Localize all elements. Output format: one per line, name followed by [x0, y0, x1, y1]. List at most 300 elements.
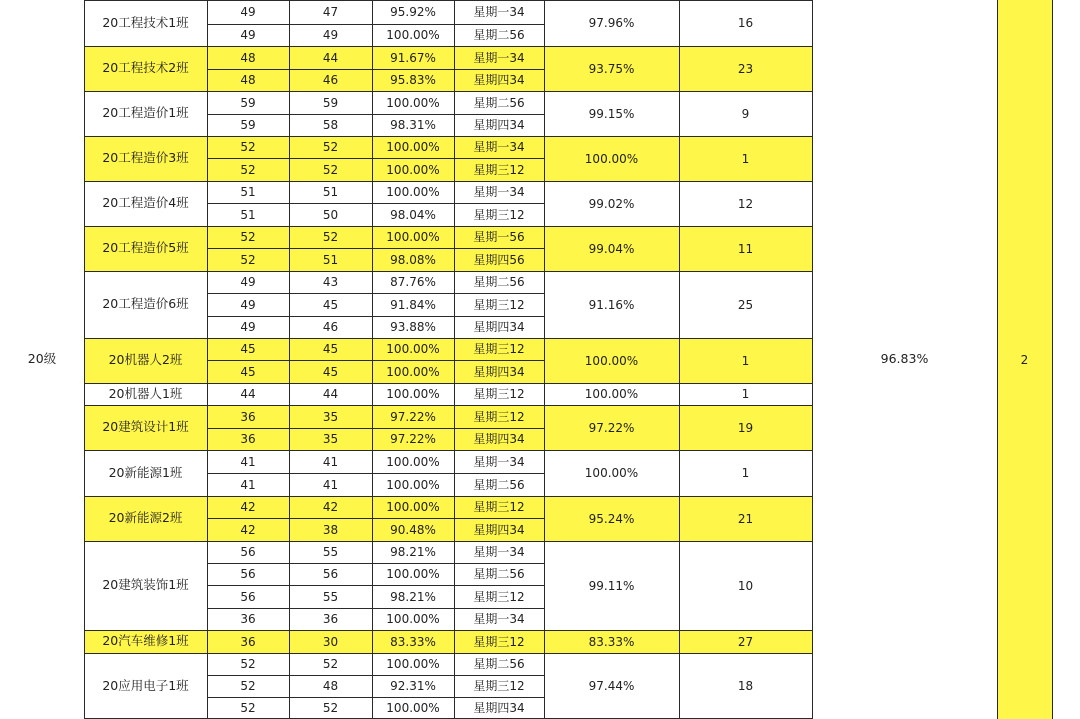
present-count: [289, 0, 372, 24]
class-rank-text: 27: [737, 634, 754, 649]
class-rank: [679, 226, 812, 271]
present-count: [289, 608, 372, 630]
class-day: [454, 675, 544, 697]
total-count-text: 49: [240, 28, 256, 42]
attendance-rate-text: 98.04%: [390, 207, 436, 222]
present-count-text: 36: [322, 612, 339, 626]
class-day: [454, 360, 544, 383]
attendance-rate: [372, 585, 454, 608]
present-count: [289, 248, 372, 271]
class-name: [84, 496, 207, 541]
attendance-rate: [372, 496, 454, 518]
present-count-text: 44: [322, 387, 339, 401]
class-day-text: 星期四34: [473, 701, 525, 715]
total-count-text: 59: [240, 95, 256, 110]
total-count: [207, 203, 289, 226]
class-day: [454, 293, 544, 316]
attendance-rate-text: 93.88%: [390, 320, 436, 334]
attendance-rate: [372, 226, 454, 248]
class-day-text: 星期一56: [473, 230, 525, 244]
class-average-rate: [544, 653, 679, 719]
class-rank-text: 9: [741, 106, 750, 121]
column-divider: [372, 0, 373, 719]
attendance-rate-text: 100.00%: [386, 454, 440, 469]
present-count-text: 35: [322, 432, 339, 446]
attendance-rate-text: 100.00%: [386, 500, 440, 514]
attendance-rate: [372, 675, 454, 697]
attendance-rate: [372, 114, 454, 136]
class-day-text: 星期三12: [473, 409, 525, 424]
class-day-text: 星期四34: [473, 432, 525, 446]
row-divider: [207, 473, 544, 474]
total-count-text: 52: [240, 679, 256, 693]
class-average-rate-text: 99.04%: [588, 241, 635, 256]
class-day-text: 星期一34: [473, 140, 525, 154]
class-name: [84, 136, 207, 181]
attendance-rate-text: 100.00%: [386, 185, 440, 199]
row-divider: [84, 46, 812, 47]
present-count-text: 55: [322, 589, 339, 604]
class-day-text: 星期一34: [473, 50, 525, 65]
class-name-text: 20建筑装饰1班: [102, 577, 189, 593]
present-count-text: 44: [322, 50, 339, 65]
class-day-text: 星期四34: [473, 522, 525, 537]
class-day: [454, 541, 544, 563]
total-count: [207, 338, 289, 360]
attendance-rate: [372, 608, 454, 630]
total-count: [207, 181, 289, 203]
class-rank: [679, 405, 812, 450]
total-count: [207, 653, 289, 675]
row-divider: [207, 203, 544, 204]
class-day-text: 星期二56: [473, 95, 525, 110]
class-rank: [679, 91, 812, 136]
total-count-text: 52: [240, 140, 256, 154]
row-divider: [207, 675, 544, 676]
attendance-rate-text: 98.21%: [390, 589, 436, 604]
class-day: [454, 450, 544, 473]
class-day-text: 星期一34: [473, 454, 525, 469]
class-day-text: 星期三12: [473, 342, 525, 356]
present-count: [289, 114, 372, 136]
class-rank-text: 10: [737, 578, 754, 593]
column-divider: [454, 0, 455, 719]
attendance-rate: [372, 91, 454, 114]
class-day-text: 星期三12: [473, 589, 525, 604]
attendance-rate-text: 100.00%: [386, 612, 440, 626]
class-day: [454, 136, 544, 158]
attendance-rate: [372, 338, 454, 360]
present-count: [289, 136, 372, 158]
total-count: [207, 428, 289, 450]
present-count-text: 59: [322, 95, 339, 110]
class-average-rate-text: 100.00%: [584, 466, 639, 480]
row-divider: [84, 271, 812, 272]
attendance-rate: [372, 203, 454, 226]
present-count-text: 52: [322, 701, 339, 715]
attendance-rate: [372, 518, 454, 541]
class-average-rate-text: 100.00%: [584, 387, 639, 401]
class-rank: [679, 271, 812, 338]
column-divider: [207, 0, 208, 719]
class-day-text: 星期二56: [473, 657, 525, 671]
total-count-text: 56: [240, 545, 256, 559]
class-name: [84, 338, 207, 383]
class-day: [454, 114, 544, 136]
attendance-rate: [372, 136, 454, 158]
total-count: [207, 608, 289, 630]
row-divider: [84, 383, 812, 384]
present-count: [289, 697, 372, 719]
present-count-text: 41: [322, 454, 339, 469]
class-rank-text: 1: [741, 387, 750, 401]
class-name: [84, 46, 207, 91]
present-count-text: 52: [322, 140, 339, 154]
total-count-text: 36: [240, 612, 256, 626]
attendance-rate-text: 97.22%: [390, 409, 436, 424]
total-count: [207, 541, 289, 563]
attendance-rate-text: 91.67%: [390, 50, 436, 65]
row-divider: [207, 697, 544, 698]
class-rank-text: 12: [737, 196, 754, 211]
total-count-text: 52: [240, 162, 256, 177]
class-day: [454, 630, 544, 653]
column-divider: [1052, 0, 1053, 719]
class-average-rate: [544, 0, 679, 46]
row-divider: [207, 69, 544, 70]
present-count-text: 38: [322, 522, 339, 537]
class-day-text: 星期二56: [473, 477, 525, 492]
total-count: [207, 316, 289, 338]
attendance-rate-text: 100.00%: [386, 162, 440, 177]
total-count-text: 45: [240, 342, 256, 356]
class-average-rate-text: 100.00%: [584, 353, 639, 368]
total-count-text: 42: [240, 500, 256, 514]
row-divider: [84, 653, 812, 654]
row-divider: [207, 158, 544, 159]
class-day-text: 星期三12: [473, 679, 525, 693]
attendance-rate: [372, 46, 454, 69]
class-day-text: 星期二56: [473, 567, 525, 581]
total-count: [207, 271, 289, 293]
grade-rate: 96.83%: [880, 351, 929, 367]
present-count-text: 45: [322, 297, 339, 312]
grade-label: 20级: [27, 351, 57, 367]
total-count-text: 52: [240, 657, 256, 671]
attendance-rate: [372, 271, 454, 293]
class-average-rate-text: 99.11%: [588, 578, 635, 593]
present-count: [289, 360, 372, 383]
attendance-rate: [372, 69, 454, 91]
attendance-rate: [372, 158, 454, 181]
class-rank-text: 19: [737, 420, 754, 435]
class-day: [454, 338, 544, 360]
attendance-rate: [372, 563, 454, 585]
total-count: [207, 158, 289, 181]
class-day: [454, 248, 544, 271]
class-day-text: 星期二56: [473, 275, 525, 289]
class-name: [84, 450, 207, 496]
present-count: [289, 450, 372, 473]
row-divider: [207, 24, 544, 25]
class-name: [84, 271, 207, 338]
row-divider: [84, 136, 812, 137]
total-count-text: 49: [240, 275, 256, 289]
class-name-text: 20工程技术1班: [102, 14, 189, 30]
class-day: [454, 383, 544, 405]
class-rank-text: 1: [741, 353, 750, 368]
present-count-text: 51: [322, 185, 339, 199]
total-count-text: 48: [240, 73, 256, 87]
class-day-text: 星期一34: [473, 5, 525, 19]
total-count-text: 36: [240, 634, 256, 649]
class-day: [454, 405, 544, 428]
row-divider: [207, 518, 544, 519]
class-day: [454, 203, 544, 226]
total-count-text: 56: [240, 589, 256, 604]
present-count-text: 30: [322, 634, 339, 649]
class-name: [84, 630, 207, 653]
total-count: [207, 226, 289, 248]
attendance-rate-text: 95.92%: [390, 5, 436, 19]
row-divider: [84, 630, 812, 631]
class-day-text: 星期四56: [473, 252, 525, 267]
present-count: [289, 630, 372, 653]
total-count: [207, 518, 289, 541]
class-day: [454, 24, 544, 46]
present-count: [289, 585, 372, 608]
class-average-rate-text: 97.44%: [588, 679, 635, 693]
row-divider: [84, 450, 812, 451]
class-day-text: 星期三12: [473, 500, 525, 514]
class-name: [84, 0, 207, 46]
class-name: [84, 181, 207, 226]
class-day-text: 星期三12: [473, 297, 525, 312]
class-average-rate: [544, 136, 679, 181]
total-count: [207, 697, 289, 719]
row-divider: [84, 496, 812, 497]
present-count-text: 56: [322, 567, 339, 581]
class-day-text: 星期一34: [473, 185, 525, 199]
class-rank: [679, 450, 812, 496]
present-count-text: 49: [322, 28, 339, 42]
present-count: [289, 338, 372, 360]
present-count-text: 52: [322, 162, 339, 177]
attendance-rate-text: 90.48%: [390, 522, 436, 537]
class-name-text: 20工程造价4班: [102, 195, 189, 211]
total-count: [207, 473, 289, 496]
attendance-rate-text: 100.00%: [386, 477, 440, 492]
attendance-rate-text: 91.84%: [390, 297, 436, 312]
class-name-text: 20工程技术2班: [102, 60, 189, 76]
class-rank: [679, 136, 812, 181]
total-count: [207, 630, 289, 653]
present-count: [289, 473, 372, 496]
present-count-text: 43: [322, 275, 339, 289]
class-day-text: 星期一34: [473, 545, 525, 559]
total-count-text: 42: [240, 522, 256, 537]
class-day-text: 星期三12: [473, 387, 525, 401]
class-average-rate: [544, 383, 679, 405]
total-count-text: 36: [240, 409, 256, 424]
class-average-rate: [544, 46, 679, 91]
present-count: [289, 428, 372, 450]
total-count: [207, 675, 289, 697]
total-count-text: 52: [240, 252, 256, 267]
class-day-text: 星期三12: [473, 207, 525, 222]
class-average-rate: [544, 271, 679, 338]
attendance-rate-text: 100.00%: [386, 387, 440, 401]
attendance-rate-text: 100.00%: [386, 701, 440, 715]
total-count: [207, 293, 289, 316]
total-count-text: 52: [240, 230, 256, 244]
total-count-text: 49: [240, 5, 256, 19]
total-count-text: 49: [240, 320, 256, 334]
total-count: [207, 136, 289, 158]
class-average-rate-text: 97.22%: [588, 420, 635, 435]
class-day-text: 星期三12: [473, 162, 525, 177]
class-rank-text: 25: [737, 297, 754, 312]
present-count: [289, 181, 372, 203]
row-divider: [207, 248, 544, 249]
present-count-text: 55: [322, 545, 339, 559]
class-rank: [679, 653, 812, 719]
class-name-text: 20工程造价5班: [102, 240, 189, 256]
attendance-rate: [372, 248, 454, 271]
present-count-text: 51: [322, 252, 339, 267]
class-rank: [679, 181, 812, 226]
present-count: [289, 271, 372, 293]
class-rank: [679, 496, 812, 541]
row-divider: [207, 563, 544, 564]
attendance-rate-text: 100.00%: [386, 657, 440, 671]
total-count-text: 51: [240, 207, 256, 222]
class-day: [454, 0, 544, 24]
class-name: [84, 541, 207, 630]
class-rank: [679, 383, 812, 405]
attendance-rate-text: 98.31%: [390, 118, 436, 132]
row-divider: [207, 293, 544, 294]
present-count: [289, 158, 372, 181]
class-average-rate-text: 99.02%: [588, 196, 635, 211]
column-divider: [84, 0, 85, 719]
total-count-text: 41: [240, 454, 256, 469]
present-count-text: 47: [322, 5, 339, 19]
total-count: [207, 69, 289, 91]
class-name: [84, 653, 207, 719]
total-count: [207, 248, 289, 271]
class-day: [454, 608, 544, 630]
present-count-text: 52: [322, 230, 339, 244]
present-count-text: 50: [322, 207, 339, 222]
column-divider: [544, 0, 545, 719]
class-day: [454, 697, 544, 719]
total-count: [207, 24, 289, 46]
present-count: [289, 405, 372, 428]
row-divider: [207, 608, 544, 609]
grade-cell: [0, 0, 84, 719]
attendance-rate: [372, 405, 454, 428]
total-count-text: 36: [240, 432, 256, 446]
class-average-rate: [544, 91, 679, 136]
present-count: [289, 46, 372, 69]
row-divider: [84, 91, 812, 92]
present-count-text: 45: [322, 342, 339, 356]
total-count-text: 48: [240, 50, 256, 65]
class-name-text: 20工程造价3班: [102, 150, 189, 166]
class-name-text: 20应用电子1班: [102, 677, 189, 693]
class-day: [454, 496, 544, 518]
class-name-text: 20机器人2班: [108, 352, 183, 368]
row-divider: [207, 114, 544, 115]
attendance-rate-text: 100.00%: [386, 95, 440, 110]
class-average-rate: [544, 630, 679, 653]
class-rank: [679, 0, 812, 46]
present-count-text: 46: [322, 320, 339, 334]
present-count-text: 35: [322, 409, 339, 424]
class-day-text: 星期四34: [473, 73, 525, 87]
class-day: [454, 473, 544, 496]
class-day-text: 星期二56: [473, 28, 525, 42]
attendance-rate: [372, 0, 454, 24]
present-count-text: 58: [322, 118, 339, 132]
attendance-rate-text: 100.00%: [386, 230, 440, 244]
row-divider: [84, 541, 812, 542]
row-divider: [207, 585, 544, 586]
present-count-text: 46: [322, 73, 339, 87]
class-day: [454, 226, 544, 248]
total-count: [207, 114, 289, 136]
class-name-text: 20新能源2班: [108, 510, 183, 526]
total-count: [207, 450, 289, 473]
attendance-rate: [372, 473, 454, 496]
class-name-text: 20汽车维修1班: [102, 633, 189, 649]
column-divider: [812, 0, 813, 719]
class-average-rate-text: 99.15%: [588, 106, 635, 121]
attendance-rate-text: 100.00%: [386, 364, 440, 379]
total-count: [207, 496, 289, 518]
attendance-rate-text: 83.33%: [390, 634, 436, 649]
total-count: [207, 91, 289, 114]
class-name: [84, 405, 207, 450]
row-divider: [84, 338, 812, 339]
class-day: [454, 428, 544, 450]
attendance-rate-text: 100.00%: [386, 342, 440, 356]
attendance-rate-text: 97.22%: [390, 432, 436, 446]
column-divider: [679, 0, 680, 719]
present-count: [289, 91, 372, 114]
class-day-text: 星期一34: [473, 612, 525, 626]
attendance-rate: [372, 450, 454, 473]
class-day: [454, 69, 544, 91]
class-rank-text: 1: [741, 151, 750, 166]
present-count: [289, 203, 372, 226]
class-name-text: 20建筑设计1班: [102, 419, 189, 435]
class-rank: [679, 46, 812, 91]
class-average-rate-text: 97.96%: [588, 16, 635, 30]
grade-rank: 2: [1020, 352, 1029, 367]
present-count: [289, 563, 372, 585]
attendance-rate: [372, 653, 454, 675]
class-average-rate-text: 100.00%: [584, 151, 639, 166]
class-average-rate: [544, 405, 679, 450]
class-rank-text: 21: [737, 511, 754, 526]
row-divider: [84, 405, 812, 406]
attendance-rate: [372, 293, 454, 316]
present-count-text: 45: [322, 364, 339, 379]
present-count: [289, 69, 372, 91]
attendance-rate-text: 87.76%: [390, 275, 436, 289]
